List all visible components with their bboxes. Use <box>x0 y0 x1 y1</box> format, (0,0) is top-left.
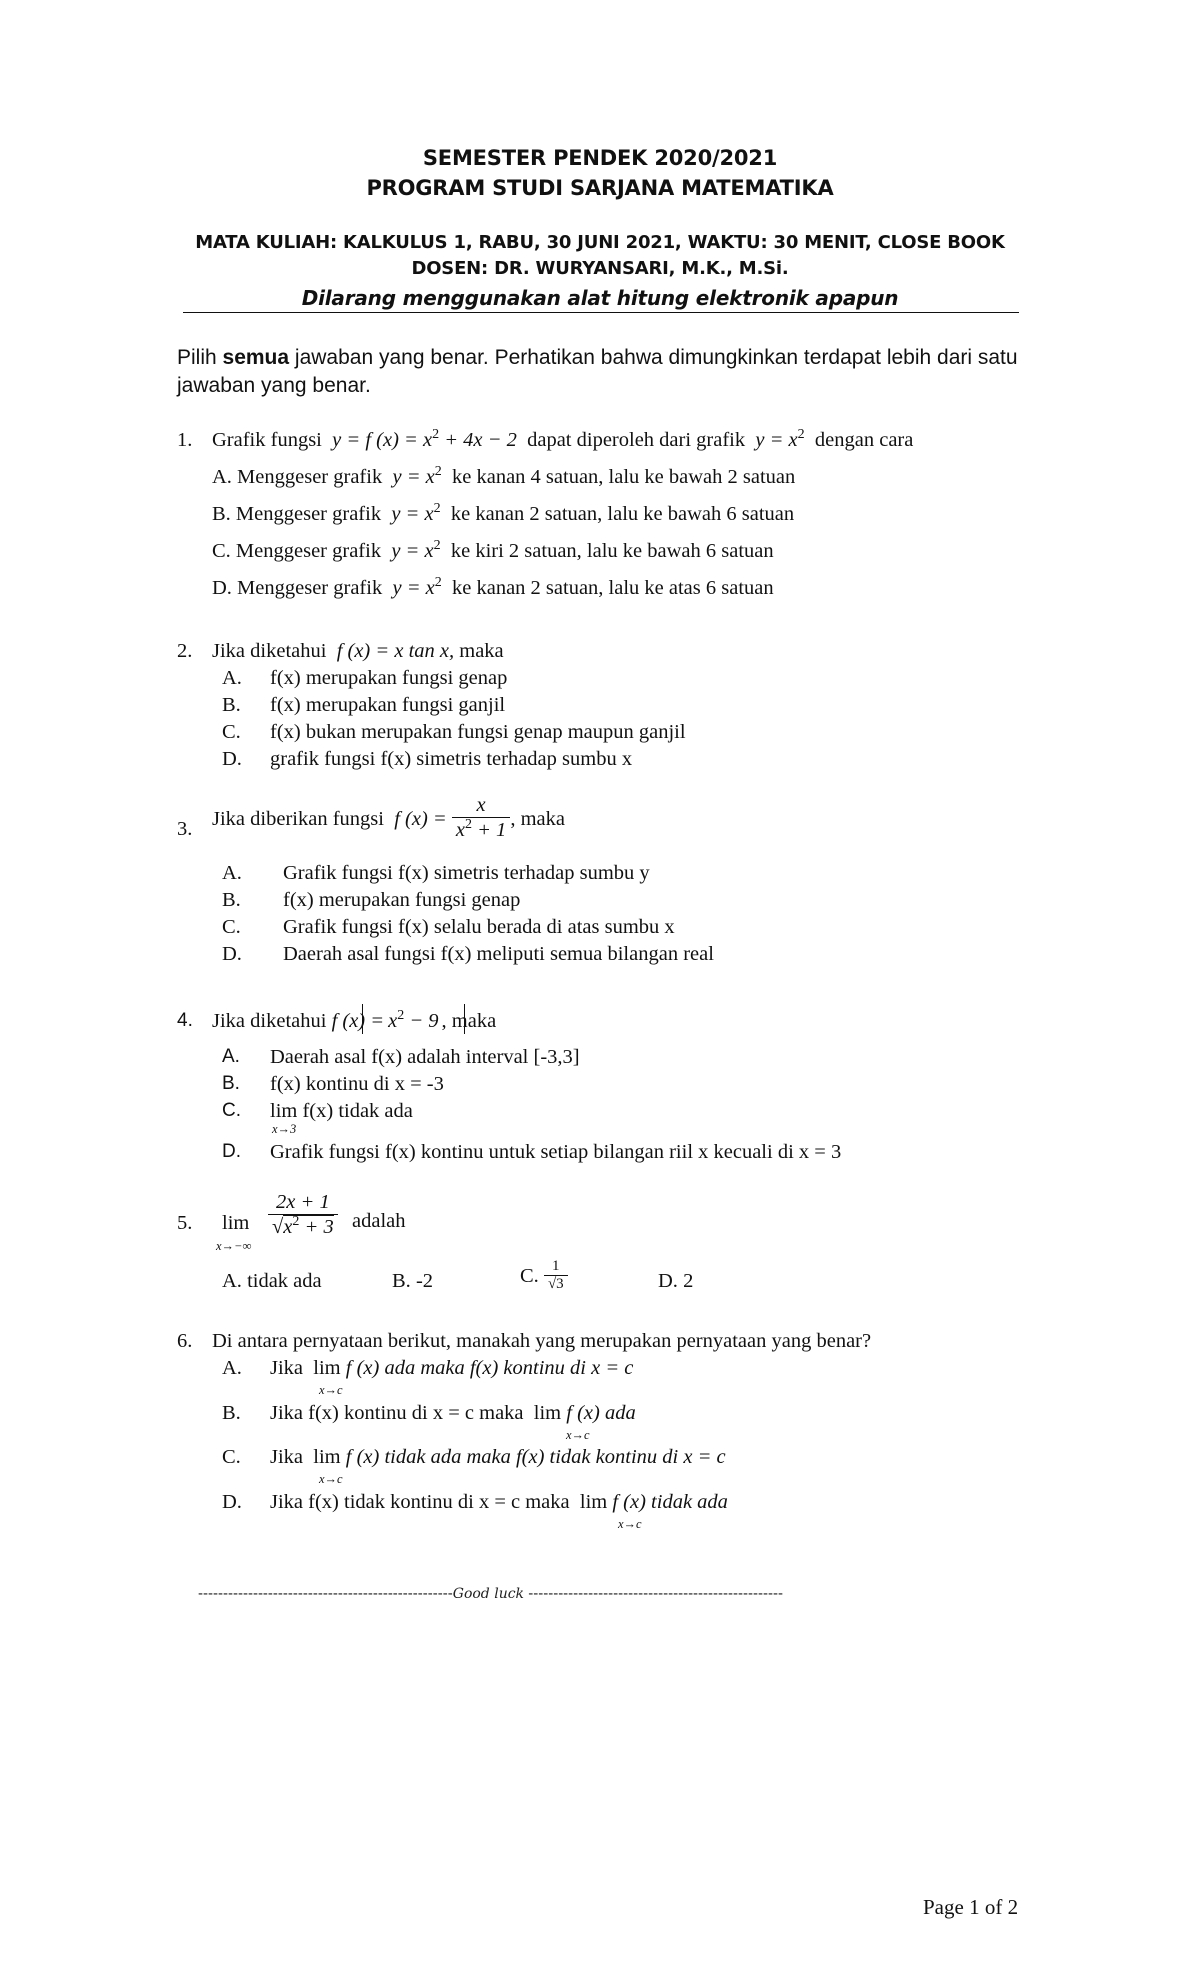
q4-option-d: Grafik fungsi f(x) kontinu untuk setiap bilangan riil x kecuali di x = 3 <box>270 1141 842 1163</box>
q2-option-d: grafik fungsi f(x) simetris terhadap sumbu x <box>270 748 633 770</box>
q3-option-b-letter: B. <box>222 889 241 911</box>
q6-option-c: Jika lim f (x) tidak ada maka f(x) tidak kontinu di x = c <box>270 1446 726 1468</box>
q3-option-c-letter: C. <box>222 916 241 938</box>
q3-option-b: f(x) merupakan fungsi genap <box>283 889 521 911</box>
q4-option-c-letter: C. <box>222 1100 241 1121</box>
q6-option-a-letter: A. <box>222 1357 242 1379</box>
q3-option-c: Grafik fungsi f(x) selalu berada di atas sumbu x <box>283 916 675 938</box>
q2-option-d-letter: D. <box>222 748 242 770</box>
q6-option-b-lim-sub: x→c <box>566 1428 590 1442</box>
q6-option-a-lim-sub: x→c <box>319 1383 343 1397</box>
q2-option-c-letter: C. <box>222 721 241 743</box>
q4-abs-bar-left <box>362 1004 363 1034</box>
q5-number: 5. <box>177 1212 193 1234</box>
q4-option-c-limit-sub: x→3 <box>272 1122 297 1136</box>
header-rule <box>183 312 1019 313</box>
page-number: Page 1 of 2 <box>923 1895 1019 1919</box>
q4-stem: Jika diketahui f $(x) = x^2 - 9$ , maka <box>212 1008 497 1032</box>
q4-option-b-letter: B. <box>222 1073 240 1094</box>
q6-option-b-letter: B. <box>222 1402 241 1424</box>
q1-number: 1. <box>177 429 193 451</box>
q4-option-a-letter: A. <box>222 1046 240 1067</box>
header-warning: Dilarang menggunakan alat hitung elektronik apapun <box>301 286 899 310</box>
q4-option-b: f(x) kontinu di x = -3 <box>270 1073 444 1095</box>
q6-option-d-lim-sub: x→c <box>618 1517 642 1531</box>
q3-fraction: $\frac{x}{x^2 + 1}$ <box>452 793 510 845</box>
q3-stem: Jika diberikan fungsi f (x) = $\frac{x}{x^2 + 1}$ , maka <box>212 793 565 845</box>
q5-option-c: C. $\frac{1}{√3}$ <box>520 1258 568 1293</box>
q5-option-d: D. 2 <box>658 1270 694 1292</box>
header-program: PROGRAM STUDI SARJANA MATEMATIKA <box>366 176 834 200</box>
q2-number: 2. <box>177 640 193 662</box>
q3-option-d-letter: D. <box>222 943 242 965</box>
q1-option-a: A. Menggeser grafik $y = x^2$ ke kanan 4 satuan, lalu ke bawah 2 satuan <box>212 464 796 488</box>
q6-number: 6. <box>177 1330 193 1352</box>
q6-option-d: Jika f(x) tidak kontinu di x = c maka lim f (x) tidak ada <box>270 1491 728 1513</box>
q6-option-d-letter: D. <box>222 1491 242 1513</box>
q1-stem: Grafik fungsi y = f $(x) = x^2 + 4x - 2$ dapat diperoleh dari grafik $y = x^2$ dengan cara <box>212 427 914 451</box>
q6-option-c-letter: C. <box>222 1446 241 1468</box>
header-semester: SEMESTER PENDEK 2020/2021 <box>422 146 778 170</box>
q4-option-a: Daerah asal f(x) adalah interval [-3,3] <box>270 1046 580 1068</box>
q4-abs-bar-right <box>464 1004 465 1034</box>
q3-option-d: Daerah asal fungsi f(x) meliputi semua bilangan real <box>283 943 714 965</box>
q6-option-b: Jika f(x) kontinu di x = c maka lim f (x) ada <box>270 1402 636 1424</box>
q6-stem: Di antara pernyataan berikut, manakah yang merupakan pernyataan yang benar? <box>212 1330 872 1352</box>
q4-number: 4. <box>177 1010 193 1031</box>
q5-option-a: A. tidak ada <box>222 1270 322 1292</box>
q5-lim-sub: x→−∞ <box>216 1239 252 1253</box>
q1-option-b: B. Menggeser grafik $y = x^2$ ke kanan 2 satuan, lalu ke bawah 6 satuan <box>212 501 795 525</box>
q3-option-a-letter: A. <box>222 862 242 884</box>
q1-option-d: D. Menggeser grafik $y = x^2$ ke kanan 2 satuan, lalu ke atas 6 satuan <box>212 575 774 599</box>
q6-option-c-lim-sub: x→c <box>319 1472 343 1486</box>
q1-option-c: C. Menggeser grafik $y = x^2$ ke kiri 2 satuan, lalu ke bawah 6 satuan <box>212 538 774 562</box>
q2-option-b: f(x) merupakan fungsi ganjil <box>270 694 506 716</box>
good-luck-line: ---------------------------------------------------Good luck --------------------------------------------------- <box>198 1585 783 1602</box>
q2-option-b-letter: B. <box>222 694 241 716</box>
instructions: Pilih semua jawaban yang benar. Perhatikan bahwa dimungkinkan terdapat lebih dari satu jawaban yang benar. <box>177 346 1018 397</box>
q2-option-c: f(x) bukan merupakan fungsi genap maupun ganjil <box>270 721 686 743</box>
q2-option-a-letter: A. <box>222 667 242 689</box>
q5-stem-end: adalah <box>352 1210 406 1232</box>
q5-lim: lim <box>222 1212 250 1234</box>
q3-option-a: Grafik fungsi f(x) simetris terhadap sumbu y <box>283 862 650 884</box>
q5-fraction: $\frac{2x + 1}{√x^2 + 3}$ <box>268 1190 338 1242</box>
q6-option-a: Jika lim f (x) ada maka f(x) kontinu di x = c <box>270 1357 634 1379</box>
q2-option-a: f(x) merupakan fungsi genap <box>270 667 508 689</box>
header-lecturer: DOSEN: DR. WURYANSARI, M.K., M.Si. <box>411 258 789 279</box>
q2-stem: Jika diketahui f (x) = x tan x, maka <box>212 640 504 662</box>
q3-number: 3. <box>177 818 193 840</box>
q4-option-c: lim f(x) tidak ada <box>270 1100 413 1122</box>
q5-option-b: B. -2 <box>392 1270 434 1292</box>
instructions-emphasis: semua <box>222 346 290 369</box>
q4-option-d-letter: D. <box>222 1141 241 1162</box>
good-luck-text: Good luck <box>452 1586 525 1602</box>
header-course: MATA KULIAH: KALKULUS 1, RABU, 30 JUNI 2021, WAKTU: 30 MENIT, CLOSE BOOK <box>195 232 1005 253</box>
